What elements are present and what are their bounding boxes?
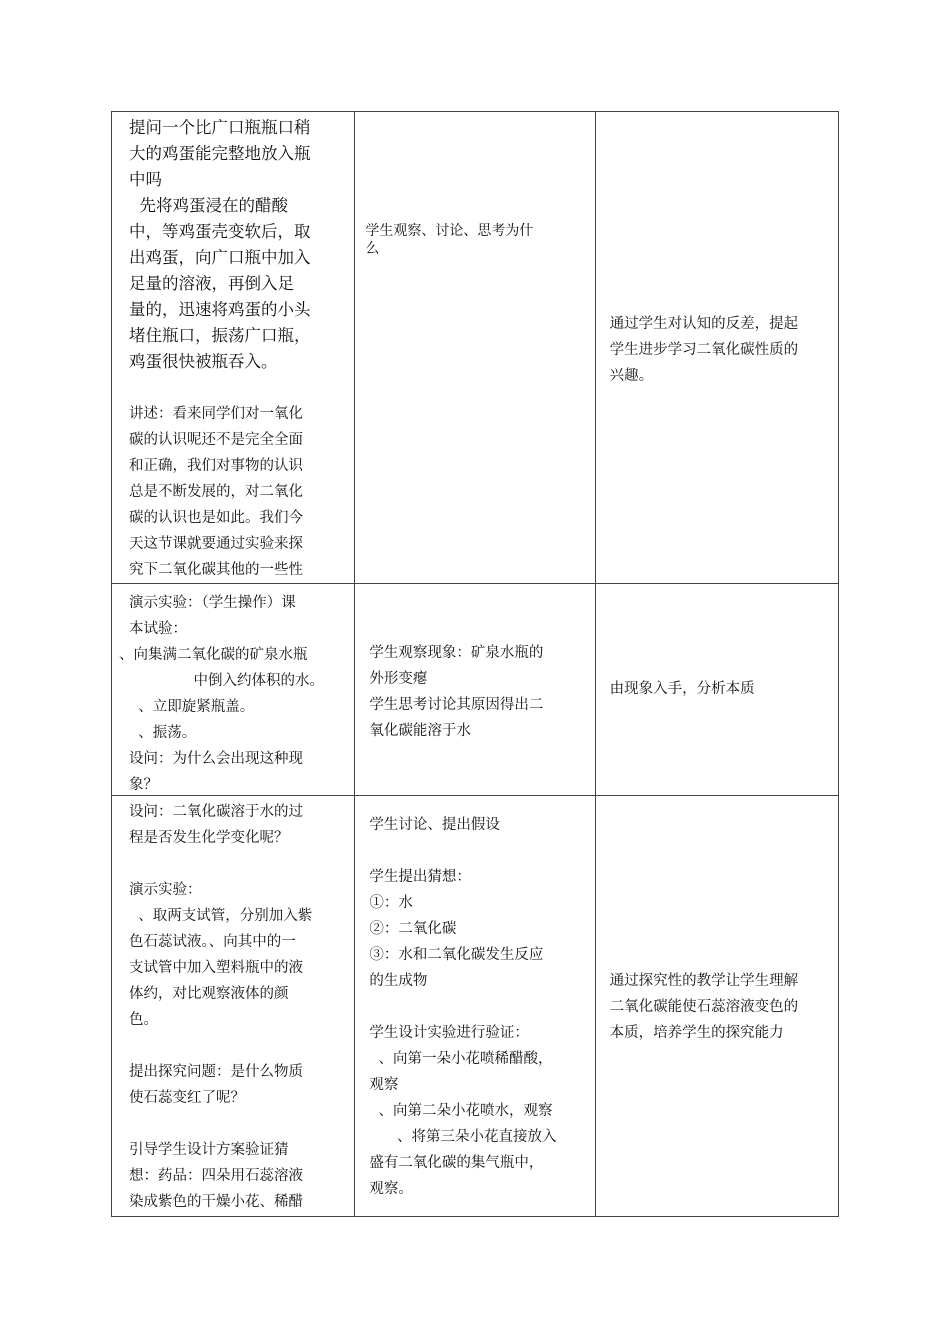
teacher-text-block: 讲述：看来同学们对一氧化 碳的认识呢还不是完全全面 和正确，我们对事物的认识 总是不断发展的，对二氧化 碳的认识也是如此。我们今 天这节课就要通过实验来探 究下二氧化碳其他的一些性: [129, 406, 303, 578]
teacher-activity-cell: [112, 584, 355, 796]
student-text-block: 学生观察、讨论、思考为什 么: [365, 223, 534, 257]
lesson-plan-table: [111, 111, 839, 1217]
student-text-block: 学生提出猜想： ①：水 ②：二氧化碳 ③：水和二氧化碳发生反应 的生成物: [369, 869, 544, 989]
teacher-text-block: 设问：二氧化碳溶于水的过 程是否发生化学变化呢？: [129, 804, 303, 846]
purpose-cell: [595, 796, 838, 1217]
purpose-text-block: 通过学生对认知的反差，提起 学生进步学习二氧化碳性质的 兴趣。: [609, 316, 799, 384]
teacher-text-block: 演示实验：（学生操作）课 本试验： 、向集满二氧化碳的矿泉水瓶 中倒入约体积的水。 、立即旋紧瓶盖。 、振荡。 设问：为什么会出现这种现 象？: [119, 595, 325, 793]
student-text-block: 学生设计实验进行验证： 、向第一朵小花喷稀醋酸， 观察 、向第二朵小花喷水，观察 、将第三朵小花直接放入 盛有二氧化碳的集气瓶中， 观察。: [369, 1025, 557, 1197]
student-activity-cell: [355, 796, 595, 1217]
table-row: [112, 584, 839, 796]
student-activity-cell: [355, 584, 595, 796]
table-row: [112, 112, 839, 584]
student-text-block: 学生观察现象：矿泉水瓶的 外形变瘪 学生思考讨论其原因得出二 氧化碳能溶于水: [369, 645, 544, 739]
student-activity-cell: [355, 112, 595, 584]
student-text-block: 学生讨论、提出假设: [369, 817, 500, 833]
purpose-text-block: 通过探究性的教学让学生理解 二氧化碳能使石蕊溶液变色的 本质，培养学生的探究能力: [609, 973, 799, 1041]
purpose-text-block: 由现象入手，分析本质: [609, 681, 755, 697]
teacher-text-block: 提出探究问题：是什么物质 使石蕊变红了呢？: [129, 1064, 303, 1106]
teacher-activity-cell: [112, 796, 355, 1217]
teacher-text-block: 演示实验： 、取两支试管，分别加入紫 色石蕊试液。、向其中的一 支试管中加入塑料瓶中的液 体约，对比观察液体的颜 色。: [129, 882, 313, 1028]
purpose-cell: [595, 584, 838, 796]
teacher-activity-cell: [112, 112, 355, 584]
purpose-cell: [595, 112, 838, 584]
table-row: [112, 796, 839, 1217]
teacher-text-block: 引导学生设计方案验证猜 想：药品：四朵用石蕊溶液 染成紫色的干燥小花、稀醋: [129, 1142, 303, 1210]
teacher-text-block: 提问一个比广口瓶瓶口稍 大的鸡蛋能完整地放入瓶 中吗 先将鸡蛋浸在的醋酸 中，等鸡蛋壳变软后，取 出鸡蛋，向广口瓶中加入 足量的溶液，再倒入足 量的，迅速将鸡蛋的小头 堵住瓶口，振荡广口瓶， 鸡蛋很快被瓶吞入。: [129, 118, 311, 371]
